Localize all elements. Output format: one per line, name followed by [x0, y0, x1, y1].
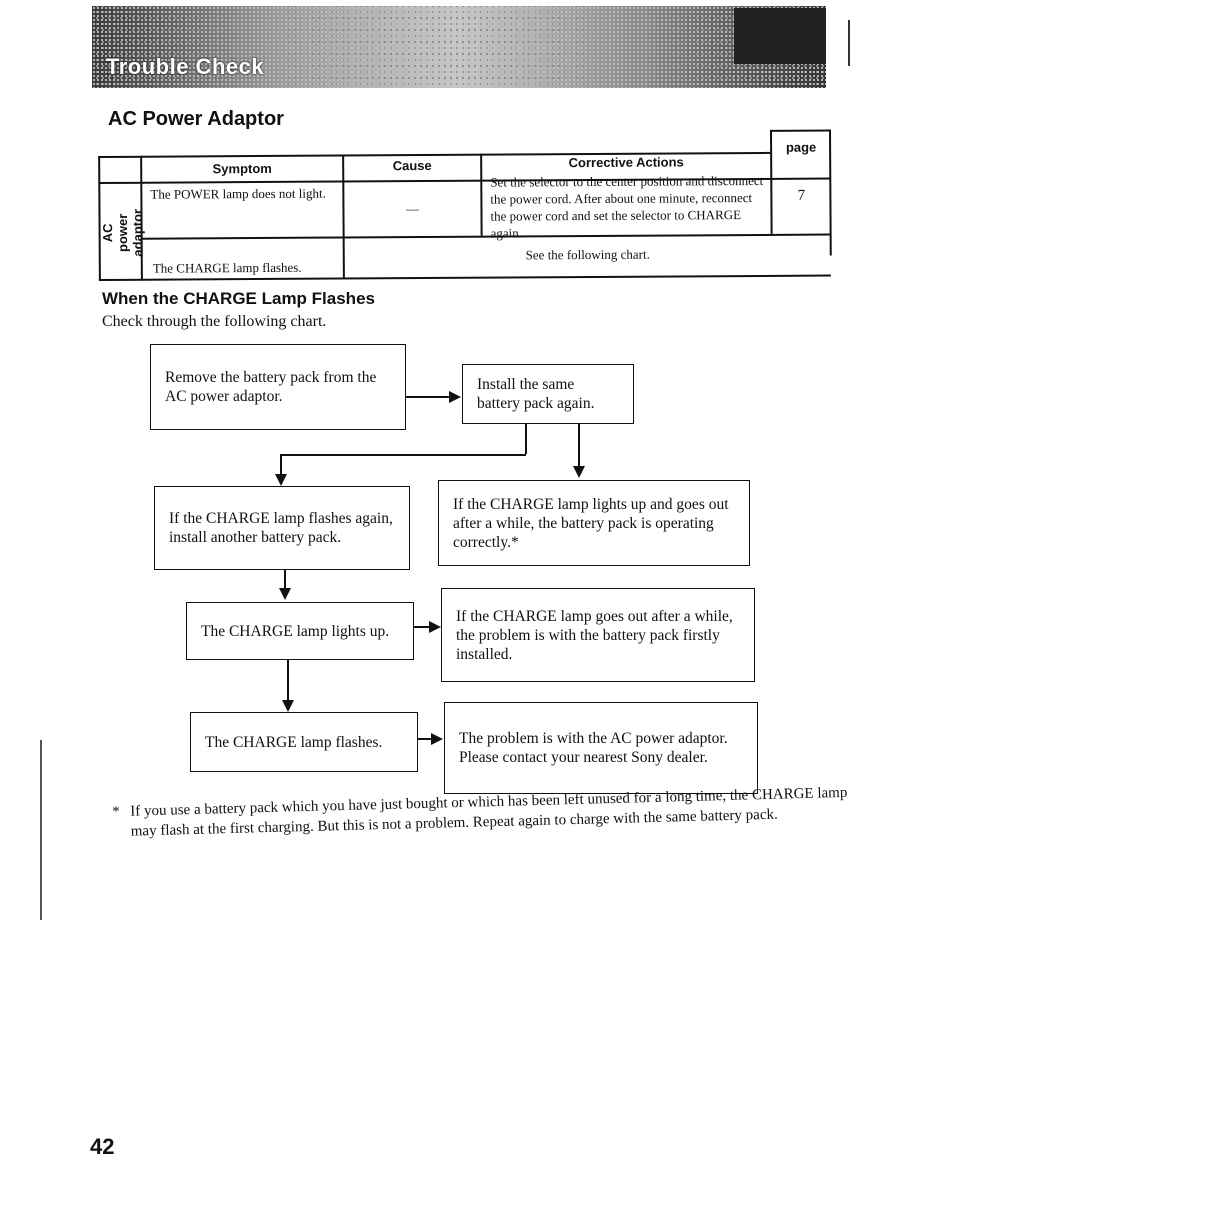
- connector: [418, 738, 432, 740]
- connector: [406, 396, 450, 398]
- connector: [578, 424, 580, 468]
- row-group-label: AC power adaptor: [100, 208, 146, 257]
- footnote-text: If you use a battery pack which you have just bought or which has been left unused for a long time, the CHARGE lamp may flash at the first charging. But this is not a problem. Repeat again to charge with the same battery pack.: [130, 784, 848, 840]
- margin-rule: [40, 740, 42, 920]
- footnote-marker: *: [112, 803, 120, 821]
- connector: [284, 570, 286, 590]
- arrow-down-icon: [282, 700, 294, 712]
- connector: [280, 454, 282, 476]
- trouble-table: [98, 130, 831, 280]
- arrow-down-icon: [573, 466, 585, 478]
- step-lights-up-box: The CHARGE lamp lights up.: [186, 602, 414, 660]
- banner-rule: [848, 20, 850, 66]
- arrow-right-icon: [449, 391, 461, 403]
- page-header: page: [785, 139, 817, 155]
- step-install-box: Install the same battery pack again.: [462, 364, 634, 424]
- step-still-flashes-box: The CHARGE lamp flashes.: [190, 712, 418, 772]
- connector: [525, 424, 527, 454]
- banner-dark-block: [734, 8, 826, 64]
- connector: [287, 660, 289, 702]
- step-flashes-again-box: If the CHARGE lamp flashes again, install another battery pack.: [154, 486, 410, 570]
- arrow-down-icon: [279, 588, 291, 600]
- table-border: [770, 130, 830, 132]
- symptom-header: Symptom: [212, 160, 272, 177]
- cause-cell: —: [405, 201, 420, 217]
- section-title: AC Power Adaptor: [108, 108, 284, 130]
- adaptor-problem-line: The problem is with the AC power adaptor.: [459, 730, 728, 747]
- footnote: [112, 783, 857, 842]
- step-battery-problem-box: If the CHARGE lamp goes out after a while, the problem is with the battery pack firstly installed.: [441, 588, 755, 682]
- intro-text: Check through the following chart.: [102, 313, 327, 330]
- step-lights-ok-box: If the CHARGE lamp lights up and goes out after a while, the battery pack is operating correctly.*: [438, 480, 750, 566]
- symptom-cell: The POWER lamp does not light.: [150, 185, 326, 202]
- actions-header: Corrective Actions: [568, 154, 684, 171]
- page-number: 42: [90, 1134, 115, 1159]
- connector: [414, 626, 430, 628]
- arrow-right-icon: [431, 733, 443, 745]
- page-cell: 7: [797, 187, 806, 204]
- step-remove-box: Remove the battery pack from the AC power adaptor.: [150, 344, 406, 430]
- contact-dealer-line: Please contact your nearest Sony dealer.: [459, 749, 708, 766]
- symptom-cell: The CHARGE lamp flashes.: [152, 259, 302, 276]
- cause-header: Cause: [392, 157, 432, 174]
- banner-title: Trouble Check: [106, 54, 265, 79]
- action-cell: Set the selector to the center position and disconnect the power cord. After about one minute, reconnect the power cord and set the selector to CHARGE again.: [490, 172, 764, 241]
- step-adaptor-problem-box: [444, 702, 758, 794]
- subsection-title: When the CHARGE Lamp Flashes: [102, 289, 375, 308]
- arrow-right-icon: [429, 621, 441, 633]
- connector: [280, 454, 526, 456]
- arrow-down-icon: [275, 474, 287, 486]
- span-cell: See the following chart.: [525, 246, 650, 263]
